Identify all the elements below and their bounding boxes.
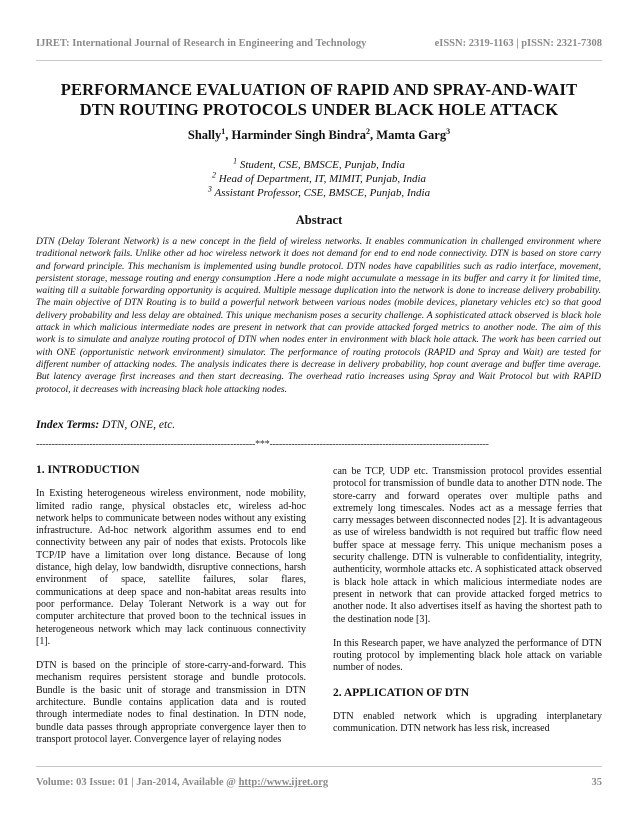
- affiliation-text: Student, CSE, BMSCE, Punjab, India: [239, 159, 405, 171]
- page-number: 35: [591, 777, 602, 788]
- author-sup: 3: [446, 126, 451, 136]
- affiliation: [0, 172, 638, 186]
- section-heading: 1. INTRODUCTION: [36, 464, 140, 476]
- affiliation-text: Head of Department, IT, MIMIT, Punjab, India: [218, 173, 427, 185]
- index-terms-value: DTN, ONE, etc.: [99, 419, 176, 431]
- affiliation-sup: 2: [211, 170, 216, 180]
- title-line-2: DTN ROUTING PROTOCOLS UNDER BLACK HOLE ATTACK: [79, 100, 559, 119]
- section-heading: 2. APPLICATION OF DTN: [333, 686, 470, 699]
- issn: eISSN: 2319-1163 | pISSN: 2321-7308: [434, 38, 602, 49]
- index-terms: [36, 419, 175, 431]
- paragraph: DTN enabled network which is upgrading interplanetary communication. DTN network has less risk, increased: [333, 711, 602, 735]
- affiliation-text: Assistant Professor, CSE, BMSCE, Punjab, India: [214, 187, 431, 199]
- paragraph: can be TCP, UDP etc. Transmission protocol provides essential protocol for transmission of bundle data to another DTN node. The store-carry and forward operates over multiple paths and extremely long timescales. Nodes act as a message ferries that carry messages between disconnected nodes [2]. It is advantageous as use of wireless bandwidth is not required but traffic flow need buffer space at message ferry. This unique mechanism poses a security challenge. DTN is vulnerable to confidentiality, integrity, authenticity, wormhole attacks etc. A sophisticated attack observed is black hole attack in which malicious intermediate nodes are present in network that can provide attacked forged metrics to another node. It also advertises itself as having the shortest path to the destination node [3].: [333, 466, 602, 625]
- left-column: [36, 464, 306, 746]
- running-header: [36, 38, 602, 49]
- author-sup: 1: [221, 126, 226, 136]
- paragraph: DTN is based on the principle of store-carry-and-forward. This mechanism requires persistent storage and bundle protocols. Bundle is the basic unit of storage and transmission in DTN architecture. Bundle contains application data and is routed through intermediate nodes to final destination. In DTN node, bundle data passes through appropriate convergence layer then to transport protocol layer. Convergence layer of relaying nodes: [36, 660, 306, 745]
- author: Harminder Singh Bindra: [231, 128, 367, 142]
- affiliations: [0, 158, 638, 200]
- abstract-heading: Abstract: [295, 213, 343, 227]
- author-sep: ,: [225, 128, 232, 142]
- title-line-1: PERFORMANCE EVALUATION OF RAPID AND SPRAY-AND-WAIT: [60, 80, 578, 99]
- affiliation: [0, 186, 638, 200]
- author-sep: ,: [370, 128, 377, 142]
- header-rule: [36, 60, 602, 61]
- abstract-text: DTN (Delay Tolerant Network) is a new concept in the field of wireless networks. It enables communication in challenged environment where traditional network fails. Unlike other ad hoc wireless network it does not demand for end to end node connectivity. DTN is based on store carry and forward principle. This mechanism is implemented using bundle protocol. DTN nodes have capabilities such as radio interface, movement, persistent storage, message routing and energy consumption .Here a node might accumulate a message in its buffer and carry it for limited time, waiting till a suitable forwarding opportunity is acquired. Multiple message duplication into the network is done to increase delivery probability. The main objective of DTN Routing is to build a powerful network between various nodes (mobile devices, planetary vehicles etc) so that good delivery probability and less delay are obtained. This unique mechanism poses a security challenge. A sophisticated attack observed is black hole attack in which malicious intermediate nodes are present in network that can provide attacked forged metrics to another node. The aim of this work is to simulate and analyze routing protocol of DTN when nodes enter in environment with black hole attack. The work has been carried out with ONE (opportunistic network environment) simulator. The performance of routing protocols (RAPID and Spray and Wait) are tested for different number of attacking nodes. The analysis indicates there is decrease in delivery probability, hop count average and buffer time average. But latency average first increases and then start decreasing. The overhead ratio increases using Spray and Wait Protocol but with RAPID protocol, it decreases with increasing black hole attacking nodes.: [36, 236, 601, 395]
- author: Mamta Garg: [376, 128, 447, 142]
- footer-rule: [36, 766, 602, 767]
- paragraph: In Existing heterogeneous wireless environment, node mobility, limited radio range, physical obstacles etc, wireless ad-hoc network helps to communicate between nodes without any existing infrastructure. Ad-hoc network algorithm assumes end to end connectivity between any pair of nodes that exists. Protocols like TCP/IP have a limitation over long distance. Because of long distance, high delay, low bandwidth, disruptive connections, harsh environment of space, satellite failures, solar flares, communications at deep space and non-habitat areas results into poor performance. Delay Tolerant Network is a way out for computer architecture that proved boon to the technical issues in heterogeneous network which may lack continuous connectivity [1].: [36, 488, 306, 647]
- right-column: [333, 466, 602, 736]
- journal-name: IJRET: International Journal of Research in Engineering and Technology: [36, 38, 367, 49]
- footer-volume: [36, 777, 328, 788]
- running-footer: [36, 777, 602, 788]
- author-list: [0, 128, 638, 143]
- affiliation: [0, 158, 638, 172]
- journal-link[interactable]: http://www.ijret.org: [238, 777, 329, 788]
- index-terms-label: Index Terms:: [36, 419, 100, 431]
- paper-title: [40, 80, 598, 120]
- section-separator: ----------------------------------------------------------------------***----------------------------------------------------------------------: [36, 439, 489, 450]
- affiliation-sup: 1: [233, 156, 238, 166]
- author-sup: 2: [366, 126, 371, 136]
- author: Shally: [187, 128, 222, 142]
- affiliation-sup: 3: [207, 184, 212, 194]
- footer-prefix: Volume: 03 Issue: 01 | Jan-2014, Available @: [36, 777, 239, 788]
- paragraph: In this Research paper, we have analyzed the performance of DTN routing protocol by implementing black hole attack on variable number of nodes.: [333, 637, 602, 674]
